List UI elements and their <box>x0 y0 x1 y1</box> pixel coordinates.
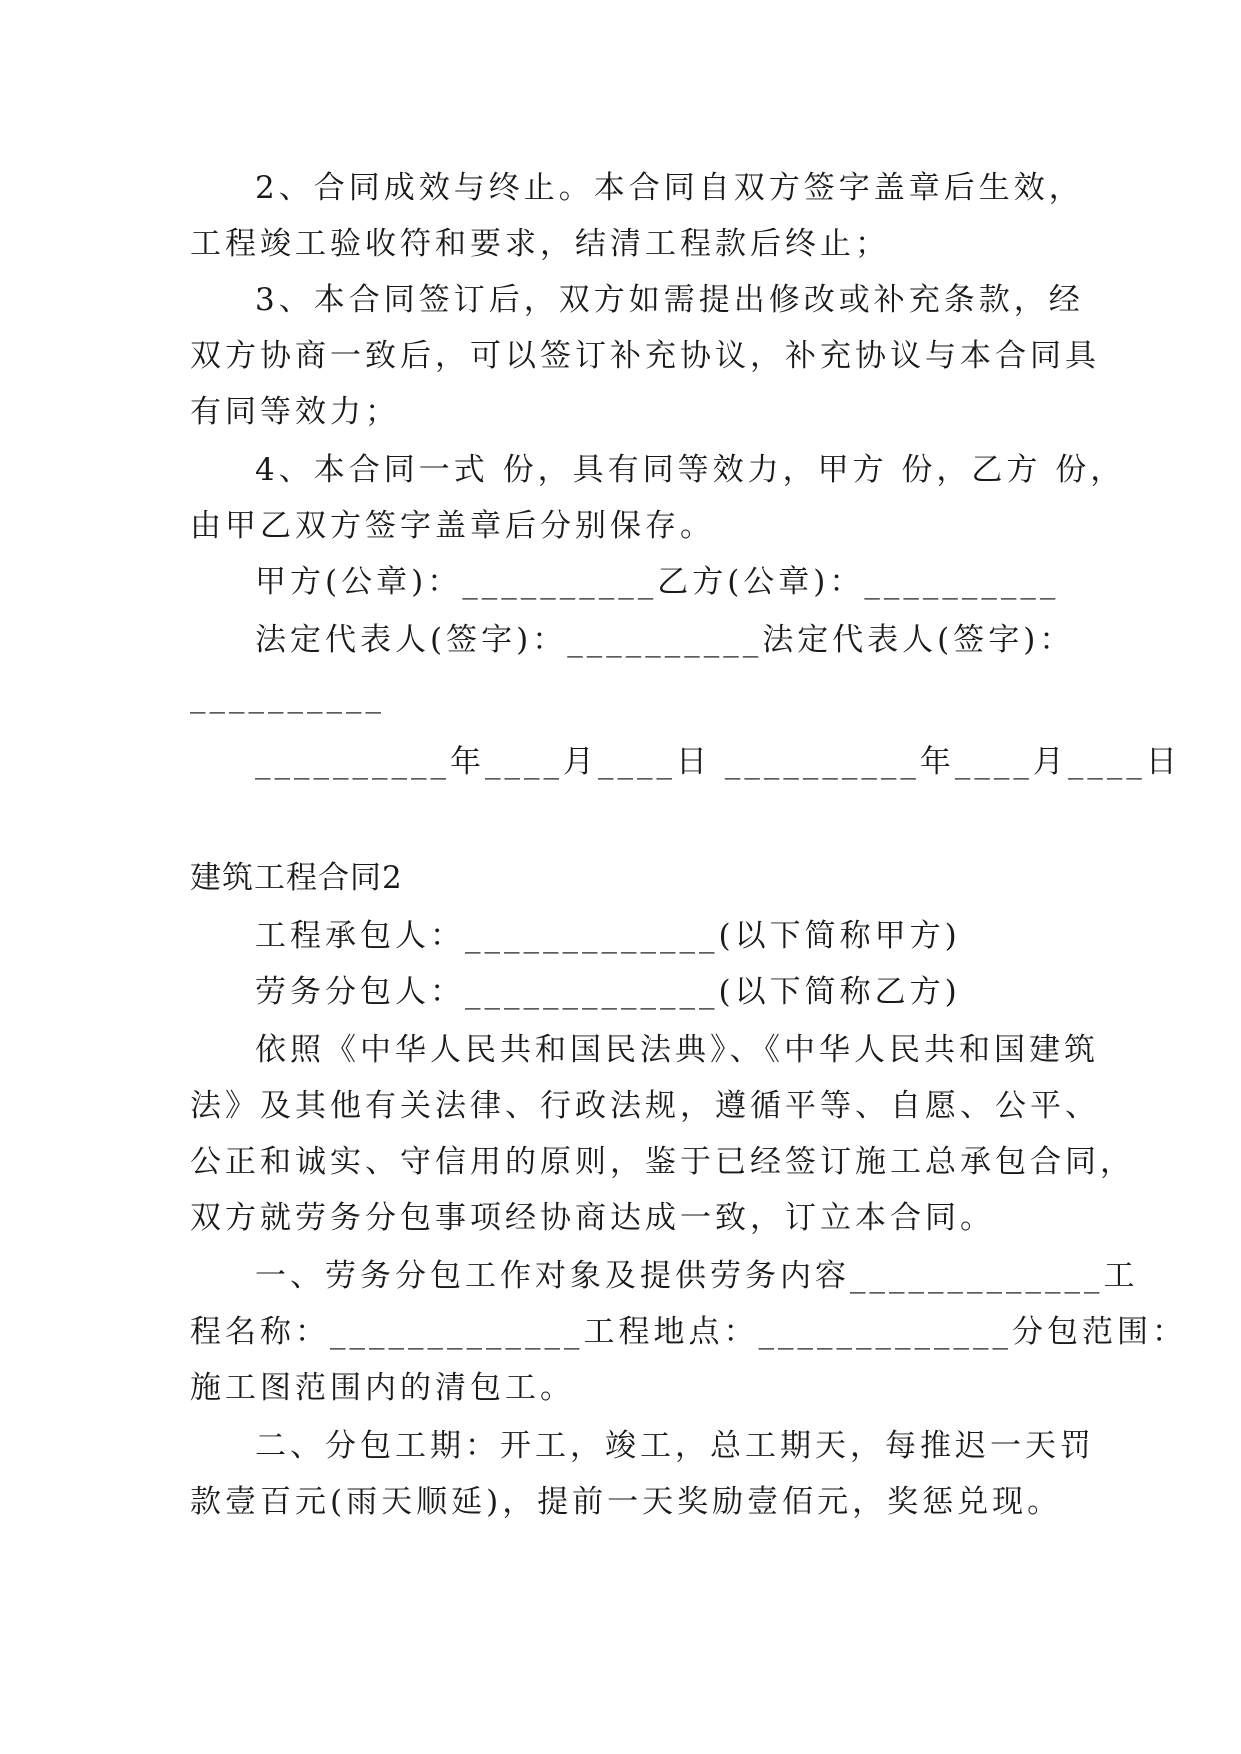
contractor-line: 工程承包人：_____________(以下简称甲方) <box>255 918 961 954</box>
clause-3-line-1: 3、本合同签订后，双方如需提出修改或补充条款，经 <box>255 282 1084 318</box>
preamble-line-3: 公正和诚实、守信用的原则，鉴于已经签订施工总承包合同， <box>190 1144 1135 1180</box>
party-seal-line: 甲方(公章)：__________乙方(公章)：__________ <box>255 564 1060 600</box>
date-line: __________年____月____日 __________年____月____日 <box>255 744 1181 780</box>
clause-2-line-1: 2、合同成效与终止。本合同自双方签字盖章后生效， <box>255 170 1084 206</box>
preamble-line-2: 法》及其他有关法律、行政法规，遵循平等、自愿、公平、 <box>190 1088 1100 1124</box>
clause-2-line-2: 工程竣工验收符和要求，结清工程款后终止； <box>190 226 890 262</box>
preamble-line-1: 依照《中华人民共和国民法典》、《中华人民共和国建筑 <box>255 1032 1099 1068</box>
clause-4-line-2: 由甲乙双方签字盖章后分别保存。 <box>190 508 715 544</box>
clause-3-line-2: 双方协商一致后，可以签订补充协议，补充协议与本合同具 <box>190 338 1100 374</box>
preamble-line-4: 双方就劳务分包事项经协商达成一致，订立本合同。 <box>190 1200 995 1236</box>
legal-rep-signature-line: 法定代表人(签字)：__________法定代表人(签字)： <box>255 622 1075 658</box>
legal-rep-signature-blank: __________ <box>190 678 385 714</box>
article-2-line-1: 二、分包工期：开工，竣工，总工期天，每推迟一天罚 <box>255 1428 1095 1464</box>
article-2-line-2: 款壹百元(雨天顺延)，提前一天奖励壹佰元，奖惩兑现。 <box>190 1484 1063 1520</box>
clause-3-line-3: 有同等效力； <box>190 394 400 430</box>
article-1-line-1: 一、劳务分包工作对象及提供劳务内容_____________工 <box>255 1258 1139 1294</box>
clause-4-line-1: 4、本合同一式 份，具有同等效力，甲方 份，乙方 份， <box>255 452 1126 488</box>
article-1-line-2: 程名称：_____________工程地点：_____________分包范围： <box>190 1314 1187 1350</box>
article-1-line-3: 施工图范围内的清包工。 <box>190 1370 575 1406</box>
subcontractor-line: 劳务分包人：_____________(以下简称乙方) <box>255 974 961 1010</box>
section-title: 建筑工程合同2 <box>190 860 403 896</box>
